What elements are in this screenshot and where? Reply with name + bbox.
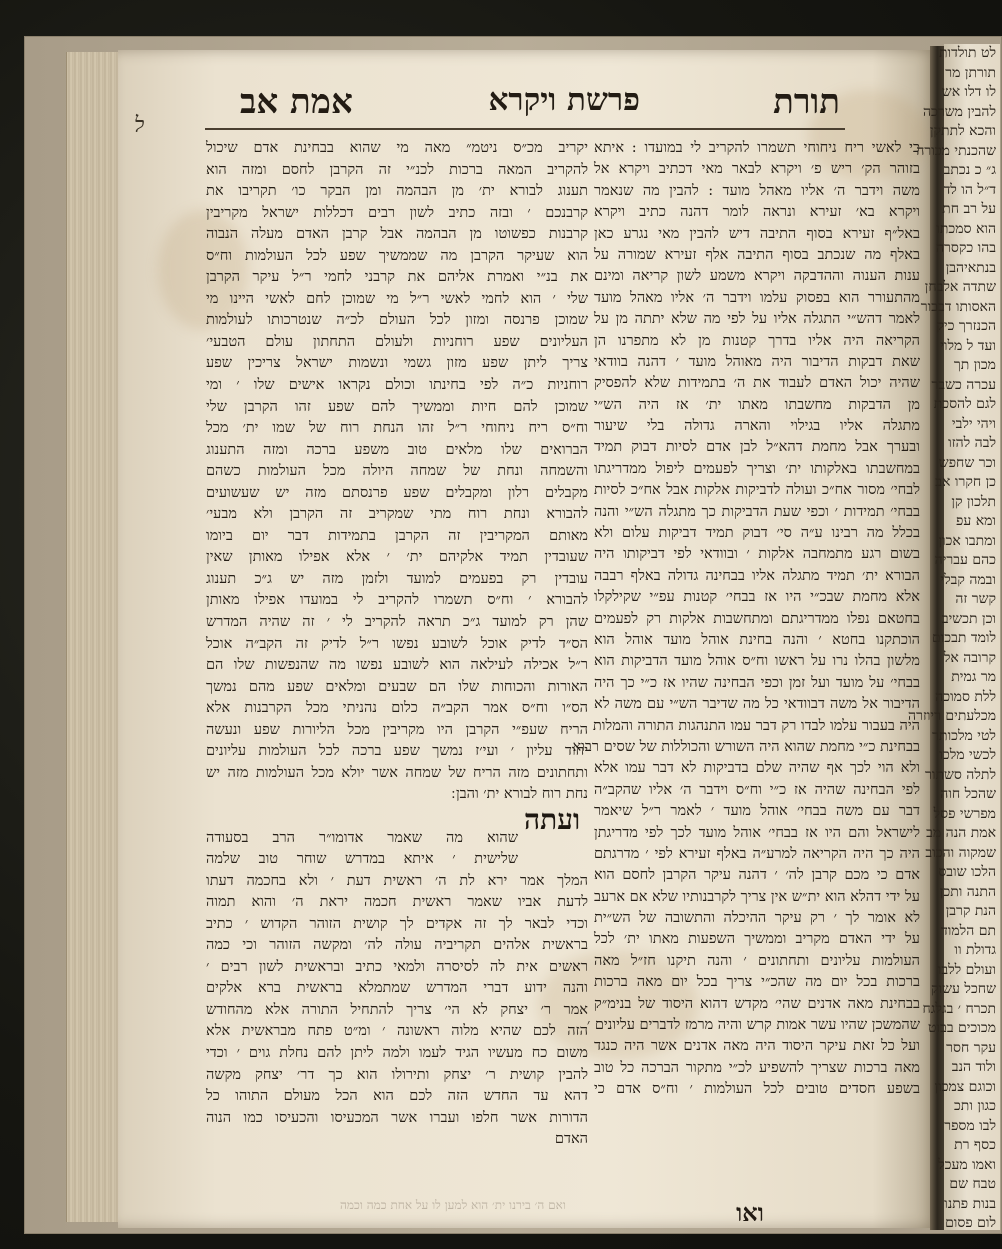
facing-page-line: לכשי מלכו <box>939 747 996 763</box>
facing-page-line: ומתבו אכון <box>938 532 996 549</box>
text-line: מתגלה אליו בגילוי והארה גדולה בלי שיעור <box>594 418 920 435</box>
facing-page-line: גדולת וו <box>954 942 996 958</box>
text-line: יקריב מכ״ס ניטמ״ מאה מי שהוא בבחינת אדם שיכול <box>206 140 588 156</box>
text-line: וכדי לבאר לך זה אקדים לך קושית הזוהר הקדוש ׳ כתיב <box>206 915 588 932</box>
text-line: לישראל והם היו אז בבחי׳ אוהל מועד לכך לפי מדריגתן <box>594 824 920 841</box>
facing-page-line: שהכל חוה <box>940 786 996 802</box>
text-line: צריך ליתן שפע מזון גשמי ונשמות ישראל צריכין שפע <box>206 355 588 372</box>
facing-page-line: בנתאיהבן <box>945 259 996 276</box>
text-line: ברכות בכל יום מה שהכ״י צריך בכל יום מאה ברכות <box>594 974 920 991</box>
facing-page-line: האסותו דבבור <box>920 298 996 315</box>
facing-page-line: ד״ל הו לד <box>943 181 996 198</box>
text-line: תענוג לבורא ית׳ מן הבהמה ומן הבקר כו׳ תקריבו את <box>206 183 588 200</box>
facing-page-line: אמת הנה מב <box>926 825 996 841</box>
text-line: הוכתקנו בחטא ׳ והנה בחינת אוהל מועד אוהל הוא <box>594 631 920 648</box>
text-line: והשמחה ונחת של שמחה היולה מכל העולמות כשהם <box>206 463 588 480</box>
text-line: הזה לכם שהיא מלוה ראשונה ׳ ומ״ט פתח מבראשית אלא <box>206 1023 588 1040</box>
text-line: בראשית אלהים תקריביה עולה לה׳ ומקשה הזוהר וכי כמה <box>206 937 588 954</box>
text-line: דבר עם משה בבחי׳ אוהל מועד ׳ לאמר ר״ל שיאמר <box>594 803 920 820</box>
facing-page-line: ומא עפ <box>956 513 996 529</box>
facing-page-line: הוא סמכתו <box>936 220 996 237</box>
text-line: לאמר דהש״י התגלה אליו על לפי מה שלא יתתה מן על <box>594 311 920 328</box>
facing-page-line: ועולם ללבו <box>937 961 996 978</box>
facing-page-line: וכן תכשיב <box>941 610 996 627</box>
text-line: אמר ר׳ יצחק לא הי׳ צריך להתחיל התורה אלא מהחודש <box>206 1001 588 1018</box>
text-line: וח״ס ריח ניחוחי ר״ל זהו הנחת רוח של שמו ית׳ מכל <box>206 420 588 437</box>
facing-page-line: תלכון קן <box>951 493 996 510</box>
bleed-through-text: ואם ה׳ בירנו ית׳ הוא למען לו על אחת כמה וכמה <box>340 1198 566 1212</box>
facing-page-line: טבח שם <box>949 1176 996 1192</box>
text-line: האורות והכוחות שלו הם שבעים ומלאים שפע מהם נמשך <box>206 678 588 695</box>
text-line: ר״ל אכילה לעילאה הוא לשובע נפשו מה שהנפשות שלו הם <box>206 657 588 674</box>
facing-page-line: הלכו שובס <box>938 864 996 880</box>
text-line: ותחתונים מזה הריח של שמחה אשר יולא מכל העולמות מזה יש <box>206 764 588 781</box>
facing-page-line: ג״ כ נכתב <box>943 162 996 178</box>
facing-page-line: וכר שחפש <box>938 454 996 471</box>
text-line: הוא שעיקר הקרבן מה שממשיך שפע לכל העולמות וח״ס <box>206 247 588 264</box>
text-line: האדם <box>554 1131 588 1148</box>
running-title-center: פרשת ויקרא <box>488 82 640 118</box>
facing-page-line: מכון תך <box>953 357 996 373</box>
facing-page-line: עקר חסר <box>946 1039 996 1056</box>
text-line: בכלל מה רבינו ע״ה סי׳ דבוק תמיד דביקות עלום ולא <box>594 525 920 542</box>
facing-page-line: שמקוה והכוב <box>925 844 996 861</box>
text-line: הברואים שלו מלאים טוב משפע ברכה ומזה התענוג <box>206 441 588 458</box>
facing-page-line: ללת סמוכה <box>935 688 996 705</box>
text-line: שהן רק למועד ג״כ תראה להקריב לי ׳ זה שהיה המדרש <box>206 614 588 631</box>
facing-page-line: תורתן מר <box>945 64 996 81</box>
text-line: קרבנות כפשוטו מן הבהמה אבל קרבן האדם מעלה הנבוה <box>206 226 588 243</box>
text-line: לבחי׳ מסור אח״כ ועולה לדביקות אלקות אבל אח״כ לסיות <box>594 482 920 499</box>
text-column-right <box>572 138 920 1101</box>
text-line: היה בעבור עלמו לבדו רק דבר עמו התנהגות התורה והמלות <box>592 717 920 734</box>
marginal-handwritten-mark: ל <box>134 113 145 138</box>
facing-page-line: כהם עבריה <box>934 552 996 568</box>
text-line: שלישית ׳ איתא במדרש שוחר טוב שלמה <box>206 851 518 868</box>
facing-page-line: על רב חת <box>942 201 996 217</box>
text-line: ענות הענוה וההדבקה ויקרא משמע לשון קריאה ומינם <box>594 268 920 285</box>
text-line: דהא עד החדש הזה לכם הוא הכל מעולם התוהו כל <box>206 1088 588 1105</box>
text-line: מאותם המקריבין זה הקרבן בתמידות דבר יום ביומו <box>206 527 588 544</box>
text-line: שהמשכן שהיו עשר אמות קרש והיה מרמז לדברים עליונים ׳ <box>586 1017 920 1034</box>
facing-page-line: התנה ותכן <box>939 883 996 900</box>
text-line: והנה ידוע דברי המדרש שמתמלא בראשית ברא אלקים <box>206 980 588 997</box>
text-line: ולא הוי לכך אף שהיה שלם בדביקות לא דבר עמו אלא <box>594 760 920 777</box>
text-line: ובערך אבל מחמת דהא״ל לבן אדם לסיות דבוק תמיד <box>594 439 920 456</box>
facing-page-line: לו דלו אש <box>941 84 996 100</box>
header-rule <box>205 128 845 130</box>
running-header <box>200 82 840 126</box>
text-line: להקריב המאה ברכות לכנ״י זה הקרבן לחסם ומזה הוא <box>206 161 588 178</box>
text-line: הקריאה היה אליו בדרך קטנות מן לא מתפרנו הן <box>594 332 920 349</box>
text-line: שמוכן להם חיות וממשיך להם שפע זהו הקרבן שלי <box>206 398 588 415</box>
facing-page-line: לבה להזו <box>948 435 996 451</box>
text-line: באלף מה שנכתב בסוף התיבה אלף זעירא שמורה על <box>594 246 920 263</box>
facing-page-line: שתדה אלבחן <box>924 279 996 295</box>
facing-page-line: ובמה קבלי <box>940 571 996 588</box>
running-title-right: תורת <box>773 82 840 122</box>
text-line: בבחינת מאה אדנים שהי׳ מקדש דהוא היסוד של בנימ״ק <box>594 995 920 1012</box>
catchword: ואו <box>736 1198 764 1227</box>
facing-page-line: והכא לתתקן <box>929 123 996 139</box>
facing-page-line: להבין משרכה <box>922 103 996 120</box>
text-line: הדורות אשר חלפו ועברו אשר המכעיסו והכעיסו כמו הנוה <box>206 1109 588 1126</box>
text-column-left <box>206 138 588 1151</box>
text-line: לא אומר לך ׳ רק עיקר ההיכלה והתשובה של הש״ית <box>594 910 920 927</box>
text-line: שהוא מה שאמר אדומו״ר הרב בסעודה <box>206 829 518 846</box>
text-line: בחטאם נפלו ממדריגתם ומתחשבות אלקות רק לפעמים <box>594 610 920 627</box>
text-line: שלי ׳ הוא לחמי לאשי ר״ל מי שמוכן לחם לאשי היינו מי <box>206 290 588 307</box>
text-line: בשום רגע מתמחבה אלקות ׳ ובוודאי לפי דביקותו היה <box>594 546 920 563</box>
text-line: בבחינת כ״י מחמת שהוא היה השורש והכוללות של שסים רבוא <box>572 738 920 755</box>
facing-page-line: כן חקרו אב <box>935 474 996 490</box>
facing-page-line: תכרח ׳ בגלגח <box>922 1000 996 1017</box>
facing-page-line: ואמו מעכל <box>938 1156 996 1173</box>
facing-page-line: כגון ותכ <box>953 1098 996 1114</box>
text-line: הדיבור אל משה דבוודאי כל מה שדיבר הש״י עם משה לא <box>594 696 920 713</box>
text-line: אדם כי מכם קרבן לה׳ ׳ דהנה עיקר הקרבן לחסם הוא <box>594 867 920 884</box>
facing-page-line: ולוד הנב <box>951 1059 996 1075</box>
text-line: שאת דבקות הדיבור היה מאוהל מועד ׳ דהנה בוודאי <box>594 353 920 370</box>
text-line: בבחי׳ תמידות ׳ וכפי שעת הדביקות כך מתגלה הש״י והנה <box>594 503 920 520</box>
text-line: לפי הבחינה שהיה אז כ״י וח״ס וידבר ה׳ אליו שהקב״ה <box>594 781 920 798</box>
facing-page-line: קשר זה <box>955 591 996 607</box>
facing-page-line: מכוכים בבוט <box>928 1020 996 1036</box>
text-line: להבין קושית ר׳ יצחק ותירולו הוא כך דר׳ יצחק מקשה <box>206 1066 588 1083</box>
text-line: מלשון בהלו נרו על ראשו וח״ס אוהל מועד הדביקות הוא <box>594 653 920 670</box>
facing-page-edge <box>908 44 1000 1231</box>
text-line: הבורא ית׳ תמיד מתגלה אליו בבחינה גדולה באלף רבבה <box>594 567 920 584</box>
facing-page-line: לבו מספר <box>944 1117 996 1134</box>
text-line: ועל כל זאת עיקר היסוד היה מאה אדנים אשר היה כנגד <box>594 1038 920 1055</box>
facing-page-line: שחכל עשוק <box>931 981 996 997</box>
text-line: ויקרא בא׳ זעירא ונראה לומר דהנה כתיב ויקרא <box>594 204 920 221</box>
facing-page-line: לתלה סשתור <box>924 766 996 783</box>
facing-page-line: מכלעתים ריוזרה <box>908 708 996 724</box>
text-line: ראשים אית לה לסיסרה ולמאי כתיב ובראשית לשון רבים ׳ <box>206 958 588 975</box>
facing-page-line: לטי מלכותר <box>932 727 996 744</box>
facing-page-line: תם הלמוד <box>941 922 996 939</box>
text-line: נחת רוח לבורא ית׳ והבן ׃ <box>451 786 588 803</box>
text-line: בבחי׳ על מועד ועל זמן וכפי הבחינה שהיו אז כ״י כך היה <box>594 674 920 691</box>
text-line: העולמות עליונים ותחתונים ׳ והנה תיקנו חז״ל מאה <box>594 952 920 969</box>
facing-page-line: עכרה כשבר <box>931 376 996 393</box>
text-line: לדעת אביו שאמר ראשית חכמה יראת ה׳ והוא תמוה <box>206 894 588 911</box>
text-line: מאה ברכות שצריך להשפיע לכ״י מתקור הברכה כל טוב <box>594 1059 920 1076</box>
text-line: בשפע חסדים טובים לכל העולמות ׳ וח״ס אדם כי <box>594 1081 920 1098</box>
text-line: המלך אמר ירא לת ה׳ ראשית דעת ׳ ולא בחכמה דעתו <box>206 872 588 889</box>
text-line: קרבנכם ׳ ובזה כתיב לשון רבים דכללות ישראל מקריבין <box>206 204 588 221</box>
text-line: באל״ף זעירא בסוף התיבה דיש להבין מאי נגרע כאן <box>594 225 920 242</box>
text-line: שמוכן פרנסה ומזון לכל העולם לכ״ה שנטרכותו לעולמות <box>206 312 588 329</box>
text-line: היה כך היה הקריאה למרע״ה באלף זעירא לפי ׳ מדרגתם <box>594 845 920 862</box>
facing-page-line: כסף רת <box>954 1137 996 1153</box>
text-line: רוחניות כ״ה לפי בחינתו וכולם נקראו אישים שלו ׳ ומי <box>206 377 588 394</box>
facing-page-line: שהכנתי מכורה <box>916 142 996 159</box>
text-line: על ידי האדם מקריב וממשיך השפעות מאתו ית׳ לכל <box>594 931 920 948</box>
text-line: משום כח מעשיו הגיד לעמו ולמה ליתן להם נחלת גוים ׳ וכדי <box>206 1044 588 1061</box>
facing-page-line: לום פסום <box>945 1215 996 1231</box>
facing-page-line: קרובה אל <box>943 649 996 666</box>
text-line: על ידי דהלא הוא ית״ש אין צריך לקרבנותיו שלא אם ארעב <box>594 888 920 905</box>
text-line: שהיה יכול האדם לעבוד את ה׳ בתמידות שלא להפסיק <box>594 375 920 392</box>
text-line: להבורא ונחת רוח מתי שמקריב זה הקרבן ולא מבעי׳ <box>206 506 588 523</box>
text-line: משה וידבר ה׳ אליו מאהל מועד : להבין מה שנאמר <box>594 182 920 199</box>
facing-page-line: הנת קרבן <box>945 903 996 919</box>
facing-page-line: ויהי ילבי <box>951 415 996 432</box>
facing-page-line: ועד ל מלוי <box>940 337 996 354</box>
text-line: מהתעורר הוא בפסוק עלמו וידבר ה׳ אליו מאהל מועד <box>594 289 920 306</box>
facing-page-line: מר גמית <box>951 669 996 685</box>
facing-page-line: מפרשי פסל <box>933 805 996 822</box>
facing-page-line: הכנזרך כיק <box>936 318 996 334</box>
running-title-left: אמת אב <box>240 82 353 122</box>
facing-page-line: בנות פתנו <box>944 1195 996 1212</box>
text-line: מן הדבקות מחשבתו מאתו ית׳ אז היה הש״י <box>594 396 920 413</box>
facing-page-line: וכוגם צמכון <box>934 1078 996 1095</box>
text-line: יחוד עליון ׳ ועי׳ז נמשך שפע ברכה לכל העולמות עליונים <box>206 743 588 760</box>
text-line: הריח שעפ״י הקרבן היו מקריבין מכל הליורות שפע ונעשה <box>206 721 588 738</box>
text-line: מקבלים רלון ומקבלים שפע פרנסתם מזה יש שעשועים <box>206 484 588 501</box>
facing-page-line: לומד תבכום <box>931 630 996 646</box>
text-line: בזוהר הק׳ ריש פ׳ ויקרא לבאר מאי דכתיב ויקרא אל <box>594 161 920 178</box>
text-line: הס״ו וח״ס אמר הקב״ה כלום נהניתי מכל הקרבנות אלא <box>206 700 588 717</box>
text-line: הס״ד לדיק אוכל לשובע נפשו ר״ל לדיק זה הקב״ה אוכל <box>206 635 588 652</box>
section-opener-word: ועתה <box>524 803 581 836</box>
facing-page-line: בהו כקסרה <box>935 240 996 256</box>
text-line: העליונים שפע רוחניות ולעולם התחתון עולם הטבעי׳ <box>206 333 588 350</box>
text-line: להבורא ׳ וח״ס תשמרו להקריב לי במועדו אפילו מאותן <box>206 592 588 609</box>
text-line: אלא מחמת שבכ״י היו אז בבחי׳ קטנות עפ״י שקילקלו <box>594 589 920 606</box>
text-line: עובדין רק בפעמים למועד ולזמן מזה יש ג״כ תענוג <box>206 570 588 587</box>
text-line: כי לאשי ריח ניחוחי תשמרו להקריב לי במועדו : איתא <box>594 140 920 156</box>
text-line: שעובדין תמיד אלקיהם ית׳ ׳ אלא אפילו מאותן שאין <box>206 549 588 566</box>
facing-page-line: לט תולדות <box>939 45 996 61</box>
text-line: במחשבתו באלקותו ית׳ וצריך לפעמים ליפול ממדריגתו <box>594 460 920 477</box>
facing-page-line: לגם להסכת <box>933 396 996 412</box>
text-line: את בנ״י ואמרת אליהם את קרבני לחמי ר״ל עיקר הקרבן <box>206 269 588 286</box>
